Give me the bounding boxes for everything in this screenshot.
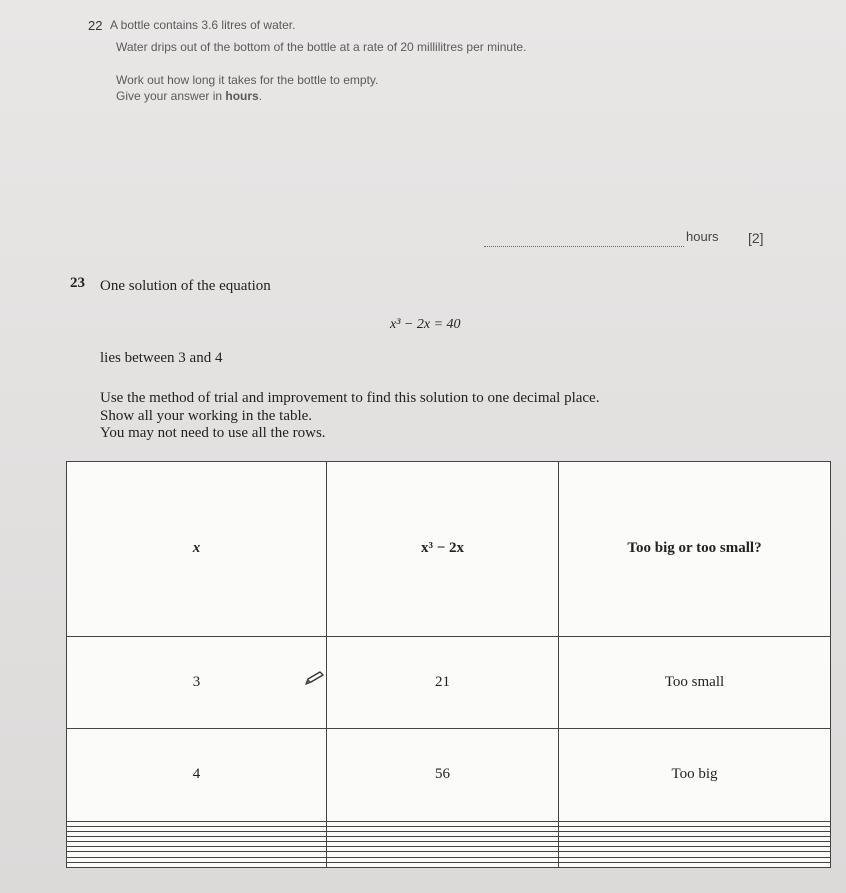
header-x: x bbox=[67, 462, 327, 637]
question-23-equation: x³ − 2x = 40 bbox=[390, 317, 461, 332]
cell-verdict[interactable]: Too small bbox=[559, 636, 831, 729]
cell-expression[interactable] bbox=[327, 862, 559, 867]
question-23-instruction-3: You may not need to use all the rows. bbox=[100, 425, 326, 441]
question-22-answer-line[interactable] bbox=[484, 246, 684, 247]
question-23-number: 23 bbox=[70, 275, 85, 291]
trial-improvement-table bbox=[66, 461, 831, 868]
question-23-instruction-1: Use the method of trial and improvement to find this solution to one decimal place. bbox=[100, 390, 600, 406]
cell-x[interactable]: 4 bbox=[67, 729, 327, 822]
question-22-marks: [2] bbox=[748, 230, 764, 246]
q22-line4-prefix: Give your answer in bbox=[116, 89, 226, 103]
cell-verdict[interactable] bbox=[559, 862, 831, 867]
question-22-number: 22 bbox=[88, 18, 103, 33]
header-expression: x³ − 2x bbox=[327, 462, 559, 637]
table-body bbox=[67, 636, 831, 867]
question-23-instruction-2: Show all your working in the table. bbox=[100, 408, 313, 424]
q22-line4-suffix: . bbox=[258, 89, 263, 103]
question-22-line-1: A bottle contains 3.6 litres of water. bbox=[110, 18, 296, 32]
cell-x[interactable]: 3 bbox=[67, 636, 327, 729]
table-row bbox=[67, 862, 831, 867]
question-22-answer-unit: hours bbox=[686, 229, 719, 244]
q22-line4-bold: hours bbox=[225, 89, 259, 103]
header-verdict: Too big or too small? bbox=[559, 462, 831, 637]
table-row bbox=[67, 729, 831, 822]
table-header-row bbox=[67, 462, 831, 637]
cell-x[interactable] bbox=[67, 862, 327, 867]
cell-expression[interactable]: 56 bbox=[327, 729, 559, 822]
question-22-line-3: Work out how long it takes for the bottle to empty. bbox=[116, 73, 379, 87]
question-23-range: lies between 3 and 4 bbox=[100, 350, 223, 366]
question-22-line-2: Water drips out of the bottom of the bottle at a rate of 20 millilitres per minute. bbox=[116, 40, 527, 54]
question-23-intro: One solution of the equation bbox=[100, 278, 271, 294]
table-row bbox=[67, 636, 831, 729]
pencil-icon bbox=[304, 670, 326, 686]
question-22-line-4 bbox=[116, 89, 262, 103]
cell-expression[interactable]: 21 bbox=[327, 636, 559, 729]
cell-verdict[interactable]: Too big bbox=[559, 729, 831, 822]
